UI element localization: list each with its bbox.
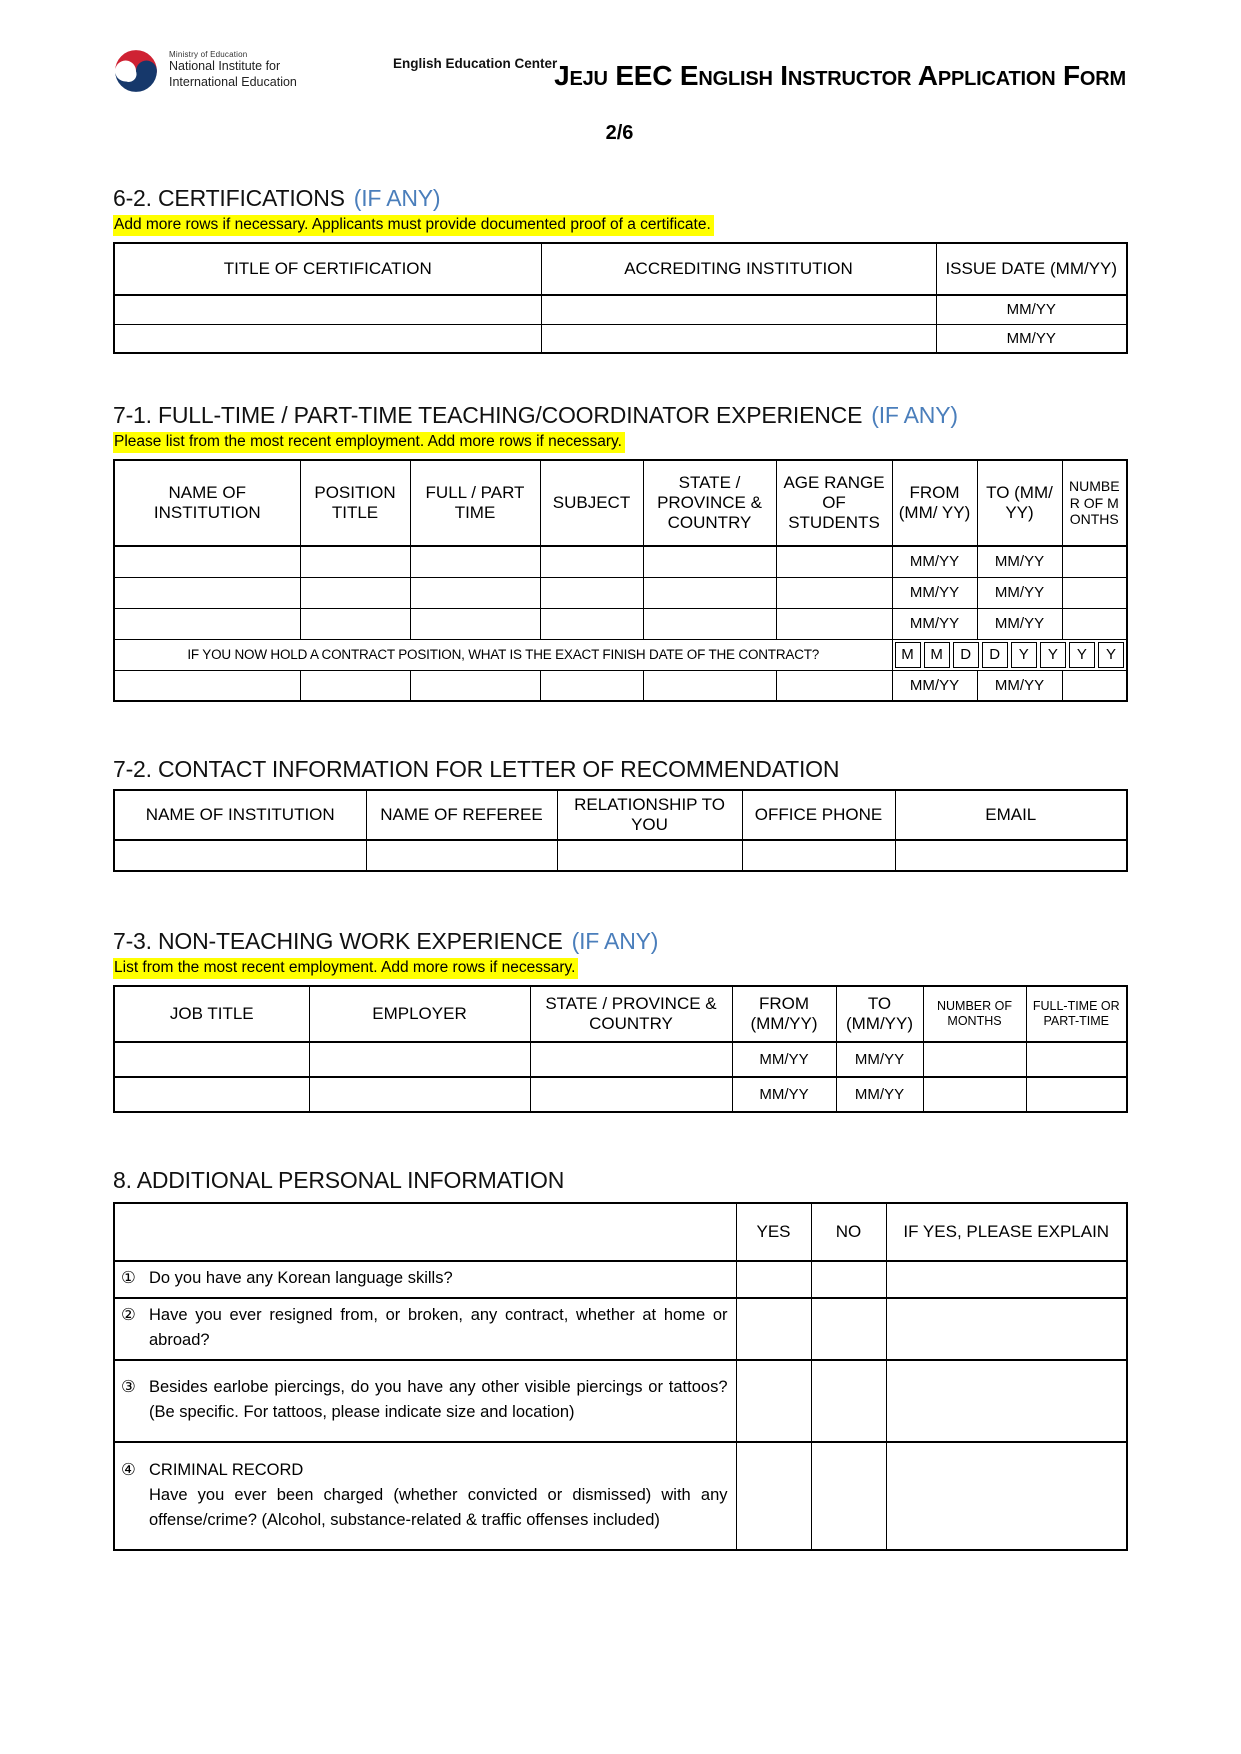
to-date-placeholder: MM/YY (836, 1042, 923, 1077)
col-name-of-referee: NAME OF REFEREE (366, 790, 557, 840)
date-box-day: D (982, 642, 1008, 668)
blank-field-cell (309, 1077, 530, 1112)
niied-logo (113, 46, 297, 94)
additional-info-heading: 8. ADDITIONAL PERSONAL INFORMATION (113, 1167, 565, 1194)
blank-field-cell (541, 324, 936, 353)
nonteaching-heading (113, 928, 1126, 955)
blank-field-cell (114, 295, 541, 324)
section-certifications (113, 185, 1126, 354)
question-text: Do you have any Korean language skills? (149, 1269, 453, 1288)
col-subject: SUBJECT (540, 460, 643, 546)
blank-field-cell (742, 840, 895, 871)
blank-field-cell (776, 670, 892, 701)
no-checkbox-cell (811, 1442, 886, 1550)
no-checkbox-cell (811, 1261, 886, 1298)
nonteaching-table (113, 985, 1128, 1113)
blank-field-cell (300, 608, 410, 639)
question-row-korean-skills (114, 1261, 1127, 1298)
col-to: TO (MM/YY) (836, 986, 923, 1042)
col-number-of-months: NUMBER OF MONTHS (1062, 460, 1127, 546)
col-state-province-country: STATE / PROVINCE & COUNTRY (643, 460, 776, 546)
question-number: ④ (121, 1460, 136, 1479)
question-cell (114, 1360, 736, 1442)
if-any-label: (IF ANY) (353, 185, 441, 211)
col-number-of-months: NUMBER OF MONTHS (923, 986, 1026, 1042)
blank-field-cell (366, 840, 557, 871)
blank-field-cell (776, 546, 892, 577)
no-checkbox-cell (811, 1298, 886, 1360)
col-if-yes-explain: IF YES, PLEASE EXPLAIN (886, 1203, 1127, 1261)
no-checkbox-cell (811, 1360, 886, 1442)
heading-text: 6-2. CERTIFICATIONS (113, 185, 345, 211)
blank-field-cell (114, 1042, 309, 1077)
to-date-placeholder: MM/YY (977, 670, 1062, 701)
teaching-row (114, 546, 1127, 577)
date-box-month: M (924, 642, 950, 668)
explain-cell (886, 1360, 1127, 1442)
to-date-placeholder: MM/YY (977, 608, 1062, 639)
blank-field-cell (114, 577, 300, 608)
section-additional-info (113, 1167, 1126, 1551)
blank-field-cell (300, 546, 410, 577)
date-box-year: Y (1098, 642, 1124, 668)
question-text: Have you ever resigned from, or broken, any contract, whether at home or abroad? (149, 1306, 728, 1350)
col-state-province-country: STATE / PROVINCE & COUNTRY (530, 986, 732, 1042)
blank-field-cell (410, 670, 540, 701)
nonteaching-note: List from the most recent employment. Add more rows if necessary. (113, 958, 578, 979)
date-box-year: Y (1069, 642, 1095, 668)
ministry-label: Ministry of Education (169, 50, 248, 59)
from-date-placeholder: MM/YY (892, 670, 977, 701)
heading-text: 7-1. FULL-TIME / PART-TIME TEACHING/COORDINATOR EXPERIENCE (113, 402, 863, 428)
explain-cell (886, 1298, 1127, 1360)
blank-field-cell (643, 670, 776, 701)
nonteaching-row (114, 1077, 1127, 1112)
col-position-title: POSITION TITLE (300, 460, 410, 546)
blank-field-cell (114, 608, 300, 639)
col-from: FROM (MM/YY) (732, 986, 836, 1042)
blank-field-cell (1062, 577, 1127, 608)
question-text: Have you ever been charged (whether convicted or dismissed) with any offense/crime? (Alcohol, substance-related & traffic offenses included) (149, 1485, 728, 1529)
blank-field-cell (540, 546, 643, 577)
from-date-placeholder: MM/YY (732, 1077, 836, 1112)
teaching-row (114, 608, 1127, 639)
col-job-title: JOB TITLE (114, 986, 309, 1042)
blank-field-cell (410, 608, 540, 639)
blank-field-cell (1026, 1042, 1127, 1077)
from-date-placeholder: MM/YY (892, 577, 977, 608)
question-number: ① (121, 1269, 136, 1288)
date-box-year: Y (1040, 642, 1066, 668)
question-number: ③ (121, 1378, 136, 1397)
heading-text: 7-3. NON-TEACHING WORK EXPERIENCE (113, 928, 563, 955)
question-cell (114, 1298, 736, 1360)
blank-field-cell (643, 577, 776, 608)
question-cell (114, 1442, 736, 1550)
blank-field-cell (114, 670, 300, 701)
explain-cell (886, 1442, 1127, 1550)
contract-finish-date-row (114, 639, 1127, 670)
contract-date-boxes (892, 639, 1127, 670)
col-title-of-certification: TITLE OF CERTIFICATION (114, 243, 541, 295)
blank-field-cell (410, 577, 540, 608)
col-accrediting-institution: ACCREDITING INSTITUTION (541, 243, 936, 295)
col-issue-date: ISSUE DATE (MM/YY) (936, 243, 1127, 295)
date-box-year: Y (1011, 642, 1037, 668)
yes-checkbox-cell (736, 1442, 811, 1550)
blank-field-cell (923, 1042, 1026, 1077)
blank-field-cell (643, 546, 776, 577)
col-fulltime-parttime: FULL-TIME OR PART-TIME (1026, 986, 1127, 1042)
blank-field-cell (557, 840, 742, 871)
blank-field-cell (309, 1042, 530, 1077)
from-date-placeholder: MM/YY (892, 546, 977, 577)
certifications-table (113, 242, 1128, 354)
contract-question: IF YOU NOW HOLD A CONTRACT POSITION, WHAT IS THE EXACT FINISH DATE OF THE CONTRACT? (114, 639, 892, 670)
teaching-experience-table (113, 459, 1128, 702)
blank-header-cell (114, 1203, 736, 1261)
blank-field-cell (530, 1042, 732, 1077)
if-any-label: (IF ANY) (871, 402, 958, 428)
question-cell (114, 1261, 736, 1298)
section-nonteaching-experience (113, 928, 1126, 1113)
to-date-placeholder: MM/YY (836, 1077, 923, 1112)
certification-row (114, 324, 1127, 353)
blank-field-cell (923, 1077, 1026, 1112)
institute-label-line1: National Institute for (169, 59, 281, 73)
logo-text (169, 46, 297, 90)
col-no: NO (811, 1203, 886, 1261)
col-office-phone: OFFICE PHONE (742, 790, 895, 840)
blank-field-cell (114, 324, 541, 353)
certifications-note: Add more rows if necessary. Applicants must provide documented proof of a certificate. (113, 215, 714, 236)
blank-field-cell (530, 1077, 732, 1112)
blank-field-cell (410, 546, 540, 577)
taegeuk-logo-icon (113, 48, 159, 94)
blank-field-cell (114, 1077, 309, 1112)
institute-label-line2: International Education (169, 74, 297, 89)
col-from: FROM (MM/ YY) (892, 460, 977, 546)
col-age-range: AGE RANGE OF STUDENTS (776, 460, 892, 546)
blank-field-cell (541, 295, 936, 324)
section-teaching-experience (113, 402, 1126, 702)
additional-info-table (113, 1202, 1128, 1551)
col-name-of-institution: NAME OF INSTITUTION (114, 460, 300, 546)
certifications-heading (113, 185, 1126, 212)
teaching-experience-heading (113, 402, 1126, 429)
date-box-month: M (895, 642, 921, 668)
teaching-row (114, 670, 1127, 701)
blank-field-cell (776, 577, 892, 608)
to-date-placeholder: MM/YY (977, 546, 1062, 577)
date-box-day: D (953, 642, 979, 668)
col-yes: YES (736, 1203, 811, 1261)
question-row-piercings-tattoos (114, 1360, 1127, 1442)
certification-row (114, 295, 1127, 324)
question-number: ② (121, 1306, 136, 1325)
english-education-center-label: English Education Center (393, 56, 558, 71)
blank-field-cell (540, 577, 643, 608)
explain-cell (886, 1261, 1127, 1298)
to-date-placeholder: MM/YY (977, 577, 1062, 608)
blank-field-cell (895, 840, 1127, 871)
yes-checkbox-cell (736, 1360, 811, 1442)
issue-date-placeholder: MM/YY (936, 324, 1127, 353)
col-email: EMAIL (895, 790, 1127, 840)
col-name-of-institution: NAME OF INSTITUTION (114, 790, 366, 840)
blank-field-cell (1062, 546, 1127, 577)
issue-date-placeholder: MM/YY (936, 295, 1127, 324)
recommendation-heading: 7-2. CONTACT INFORMATION FOR LETTER OF RECOMMENDATION (113, 756, 840, 782)
col-full-part-time: FULL / PART TIME (410, 460, 540, 546)
blank-field-cell (300, 577, 410, 608)
col-employer: EMPLOYER (309, 986, 530, 1042)
blank-field-cell (114, 840, 366, 871)
teaching-experience-note: Please list from the most recent employment. Add more rows if necessary. (113, 432, 625, 453)
from-date-placeholder: MM/YY (732, 1042, 836, 1077)
form-title: Jeju EEC English Instructor Application Form (554, 60, 1126, 91)
question-text: Besides earlobe piercings, do you have any other visible piercings or tattoos? (Be specific. For tattoos, please indicate size and location) (149, 1378, 728, 1422)
blank-field-cell (643, 608, 776, 639)
from-date-placeholder: MM/YY (892, 608, 977, 639)
blank-field-cell (300, 670, 410, 701)
blank-field-cell (114, 546, 300, 577)
nonteaching-row (114, 1042, 1127, 1077)
yes-checkbox-cell (736, 1298, 811, 1360)
referee-row (114, 840, 1127, 871)
recommendation-table (113, 789, 1128, 872)
col-to: TO (MM/ YY) (977, 460, 1062, 546)
page-number: 2/6 (605, 122, 634, 144)
teaching-row (114, 577, 1127, 608)
col-relationship: RELATIONSHIP TO YOU (557, 790, 742, 840)
question-row-criminal-record (114, 1442, 1127, 1550)
if-any-label: (IF ANY) (571, 928, 659, 955)
section-recommendation-contact (113, 756, 1126, 872)
question-title: CRIMINAL RECORD (149, 1460, 304, 1479)
blank-field-cell (776, 608, 892, 639)
question-row-resigned-contract (114, 1298, 1127, 1360)
yes-checkbox-cell (736, 1261, 811, 1298)
blank-field-cell (540, 670, 643, 701)
blank-field-cell (1062, 608, 1127, 639)
blank-field-cell (1026, 1077, 1127, 1112)
page-header (113, 46, 1126, 108)
blank-field-cell (540, 608, 643, 639)
blank-field-cell (1062, 670, 1127, 701)
